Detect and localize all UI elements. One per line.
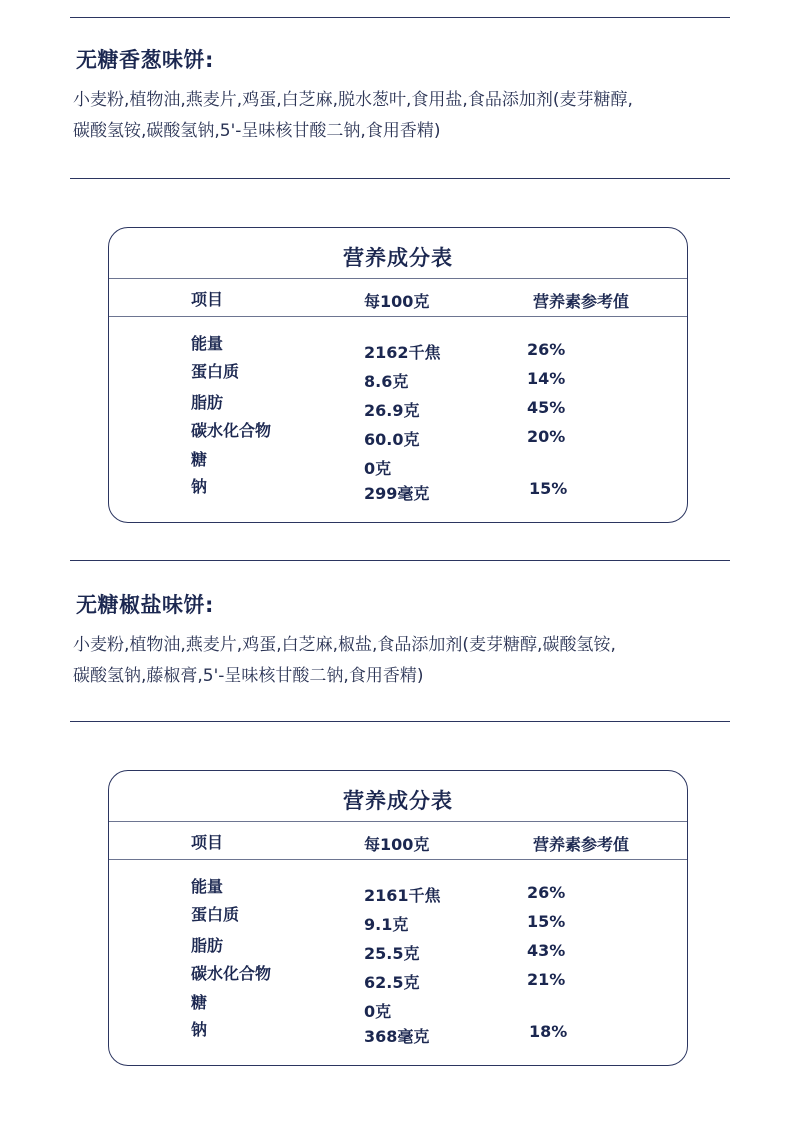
- row-per100: 60.0克: [364, 430, 420, 449]
- row-item: 能量: [191, 334, 224, 353]
- row-nrv: 26%: [527, 340, 566, 359]
- table-divider: [109, 859, 687, 860]
- row-nrv: 21%: [527, 970, 566, 989]
- ingredients-line: 小麦粉,植物油,燕麦片,鸡蛋,白芝麻,椒盐,食品添加剂(麦芽糖醇,碳酸氢铵,: [73, 635, 616, 655]
- table-divider: [109, 821, 687, 822]
- header-per100: 每100克: [364, 835, 430, 854]
- row-per100: 299毫克: [364, 484, 430, 503]
- header-nrv: 营养素参考值: [533, 835, 630, 854]
- divider-top-2: [70, 560, 730, 561]
- row-item: 糖: [191, 450, 208, 469]
- row-per100: 62.5克: [364, 973, 420, 992]
- nutrition-table: [108, 227, 688, 523]
- row-per100: 9.1克: [364, 915, 409, 934]
- row-nrv: 26%: [527, 883, 566, 902]
- nutrition-table: [108, 770, 688, 1066]
- row-per100: 368毫克: [364, 1027, 430, 1046]
- ingredients-line: 碳酸氢铵,碳酸氢钠,5'-呈味核甘酸二钠,食用香精): [73, 121, 441, 141]
- header-item: 项目: [191, 833, 224, 852]
- header-item: 项目: [191, 290, 224, 309]
- row-nrv: 15%: [529, 479, 568, 498]
- ingredients-text: [73, 630, 723, 692]
- table-divider: [109, 316, 687, 317]
- ingredients-line: 碳酸氢钠,藤椒膏,5'-呈味核甘酸二钠,食用香精): [73, 666, 424, 686]
- ingredients-line: 小麦粉,植物油,燕麦片,鸡蛋,白芝麻,脱水葱叶,食用盐,食品添加剂(麦芽糖醇,: [73, 90, 633, 110]
- row-per100: 0克: [364, 459, 392, 478]
- product-title: 无糖香葱味饼:: [76, 48, 214, 72]
- row-item: 碳水化合物: [191, 964, 272, 983]
- row-per100: 0克: [364, 1002, 392, 1021]
- row-per100: 2161千焦: [364, 886, 441, 905]
- row-item: 脂肪: [191, 393, 224, 412]
- row-nrv: 20%: [527, 427, 566, 446]
- row-item: 脂肪: [191, 936, 224, 955]
- row-per100: 26.9克: [364, 401, 420, 420]
- row-nrv: 14%: [527, 369, 566, 388]
- row-nrv: 45%: [527, 398, 566, 417]
- row-nrv: 18%: [529, 1022, 568, 1041]
- row-item: 钠: [191, 477, 208, 496]
- nutrition-table-title: 营养成分表: [343, 789, 453, 813]
- divider-bottom-2: [70, 721, 730, 722]
- table-divider: [109, 278, 687, 279]
- row-item: 钠: [191, 1020, 208, 1039]
- row-per100: 25.5克: [364, 944, 420, 963]
- row-item: 能量: [191, 877, 224, 896]
- divider-bottom-1: [70, 178, 730, 179]
- row-per100: 2162千焦: [364, 343, 441, 362]
- row-per100: 8.6克: [364, 372, 409, 391]
- row-item: 糖: [191, 993, 208, 1012]
- header-per100: 每100克: [364, 292, 430, 311]
- nutrition-table-title: 营养成分表: [343, 246, 453, 270]
- header-nrv: 营养素参考值: [533, 292, 630, 311]
- product-title: 无糖椒盐味饼:: [76, 593, 214, 617]
- ingredients-text: [73, 85, 723, 147]
- row-item: 蛋白质: [191, 362, 240, 381]
- row-item: 蛋白质: [191, 905, 240, 924]
- row-nrv: 43%: [527, 941, 566, 960]
- row-nrv: 15%: [527, 912, 566, 931]
- row-item: 碳水化合物: [191, 421, 272, 440]
- divider-top-1: [70, 17, 730, 18]
